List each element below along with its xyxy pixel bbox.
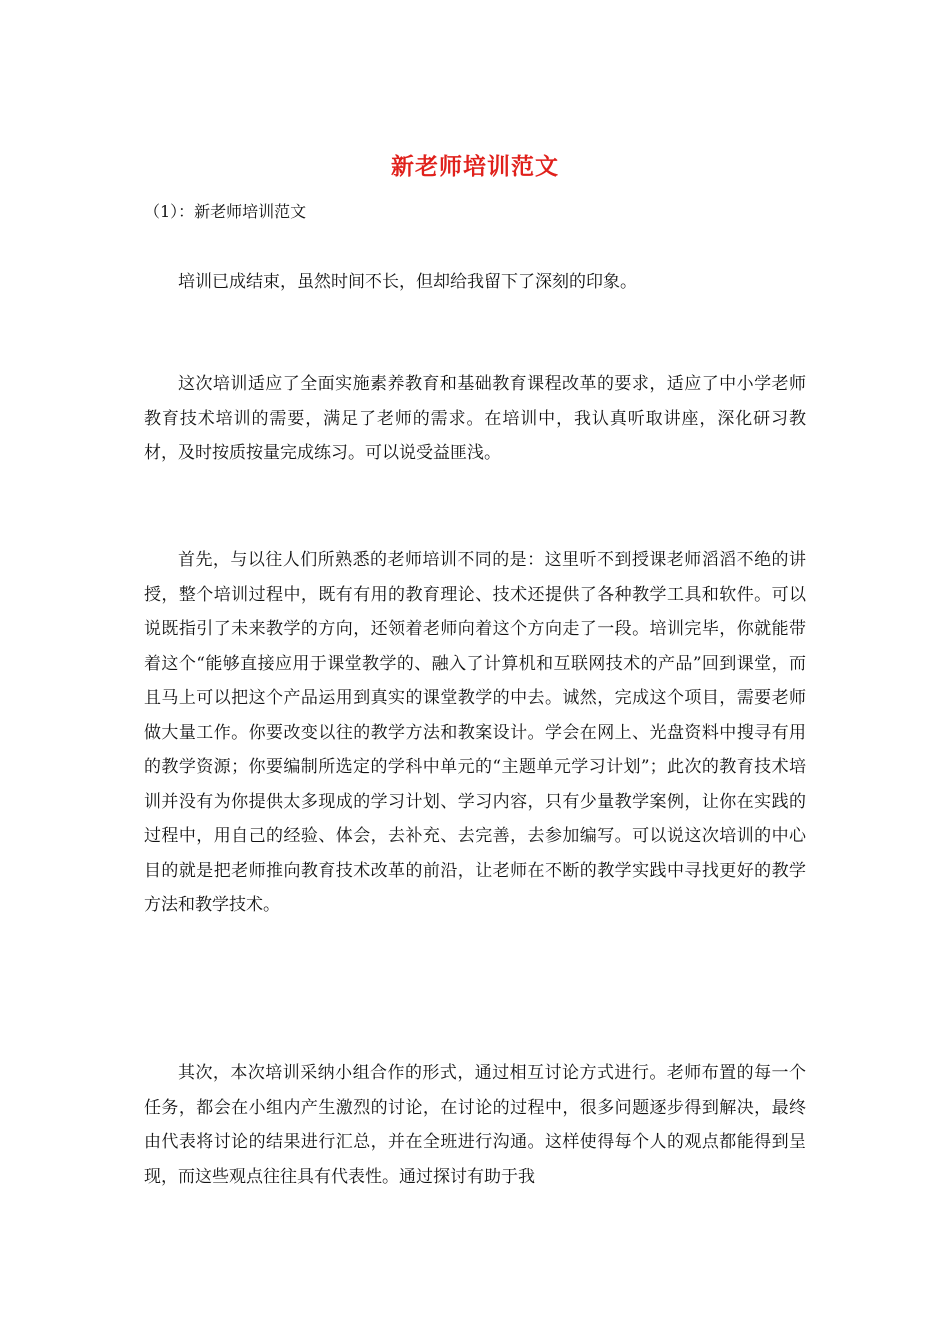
paragraph-3: 首先，与以往人们所熟悉的老师培训不同的是：这里听不到授课老师滔滔不绝的讲授，整个培训过程中，既有有用的教育理论、技术还提供了各种教学工具和软件。可以说既指引了未来教学的方向，还领着老师向着这个方向走了一段。培训完毕，你就能带着这个“能够直接应用于课堂教学的、融入了计算机和互联网技术的产品”回到课堂，而且马上可以把这个产品运用到真实的课堂教学的中去。诚然，完成这个项目，需要老师做大量工作。你要改变以往的教学方法和教案设计。学会在网上、光盘资料中搜寻有用的教学资源；你要编制所选定的学科中单元的“主题单元学习计划”；此次的教育技术培训并没有为你提供太多现成的学习计划、学习内容，只有少量教学案例，让你在实践的过程中，用自己的经验、体会，去补充、去完善，去参加编写。可以说这次培训的中心目的就是把老师推向教育技术改革的前沿，让老师在不断的教学实践中寻找更好的教学方法和教学技术。 — [144, 550, 806, 915]
section-heading: （1）：新老师培训范文 — [144, 202, 307, 221]
paragraph-1: 培训已成结束，虽然时间不长，但却给我留下了深刻的印象。 — [178, 272, 637, 292]
document-title: 新老师培训范文 — [391, 153, 559, 180]
paragraph-2: 这次培训适应了全面实施素养教育和基础教育课程改革的要求，适应了中小学老师教育技术培训的需要，满足了老师的需求。在培训中，我认真听取讲座，深化研习教材，及时按质按量完成练习。可以说受益匪浅。 — [144, 374, 806, 463]
paragraph-4: 其次，本次培训采纳小组合作的形式，通过相互讨论方式进行。老师布置的每一个任务，都会在小组内产生激烈的讨论，在讨论的过程中，很多问题逐步得到解决，最终由代表将讨论的结果进行汇总，并在全班进行沟通。这样使得每个人的观点都能得到呈现，而这些观点往往具有代表性。通过探讨有助于我 — [144, 1063, 806, 1187]
